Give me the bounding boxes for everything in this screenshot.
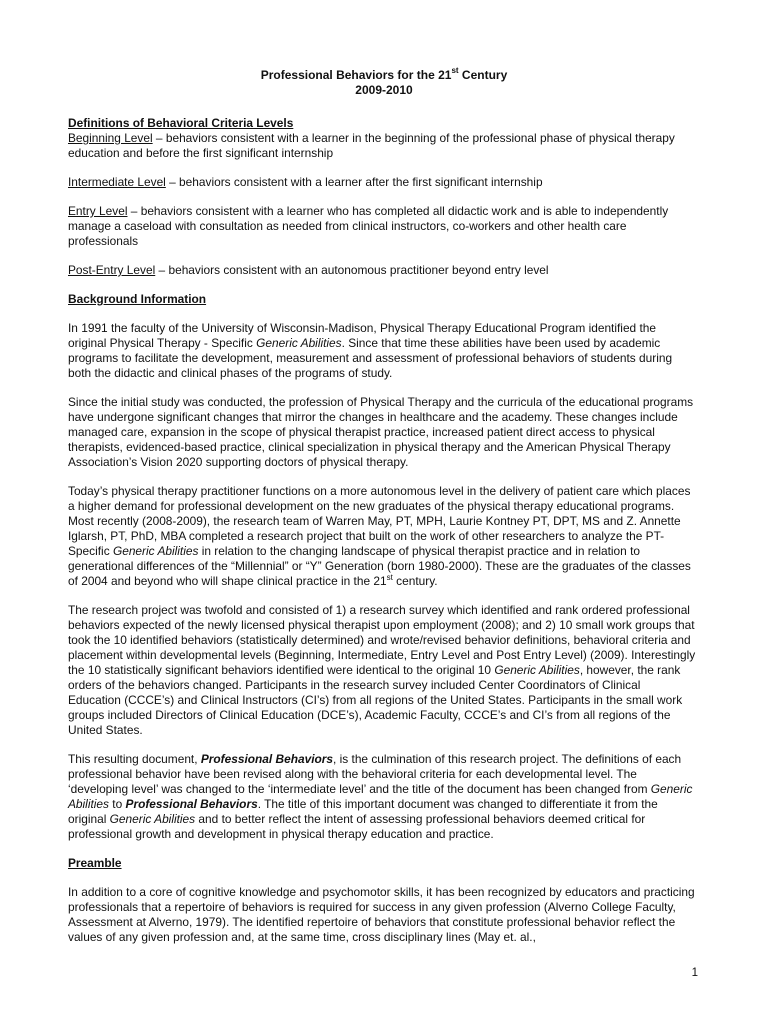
background-heading: Background Information <box>68 292 207 306</box>
preamble-heading: Preamble <box>68 856 122 870</box>
background-paragraph-4: The research project was twofold and consisted of 1) a research survey which identified and rank ordered professional behaviors expected of the newly licensed physical therapist upon employment (2008); and 2) 10 small work groups that took the 10 identified behaviors (statistically determined) and wrote/revised behavior definitions, behavioral criteria and placement within developmental levels (Beginning, Intermediate, Entry Level and Post Entry Level) (2009). Interestingly the 10 statistically significant behaviors identified were identical to the original 10 Generic Abilities, however, the rank orders of the behaviors changed. Participants in the research survey included Center Coordinators of Clinical Education (CCCE’s) and Clinical Instructors (CI’s) from all regions of the United States. Participants in the small work groups included Directors of Clinical Education (DCE’s), Academic Faculty, CCCE’s and CI’s from all regions of the United States. <box>68 603 696 737</box>
document-body <box>68 116 696 959</box>
background-paragraph-5: This resulting document, Professional Behaviors, is the culmination of this research project. The definitions of each professional behavior have been revised along with the behavioral criteria for each developmental level. The ‘developing level’ was changed to the ‘intermediate level’ and the title of the document has been changed from Generic Abilities to Professional Behaviors. The title of this important document was changed to differentiate it from the original Generic Abilities and to better reflect the intent of assessing professional behaviors deemed critical for professional growth and development in physical therapy education and practice. <box>68 752 693 841</box>
background-paragraph-3: Today’s physical therapy practitioner functions on a more autonomous level in the delivery of patient care which places a higher demand for professional development on the new graduates of the physical therapy educational programs. Most recently (2008-2009), the research team of Warren May, PT, MPH, Laurie Kontney PT, DPT, MS and Z. Annette Iglarsh, PT, PhD, MBA completed a research project that built on the work of other researchers to analyze the PT-Specific Generic Abilities in relation to the changing landscape of physical therapist practice and in relation to generational differences of the “Millennial” or “Y” Generation (born 1980-2000). These are the graduates of the classes of 2004 and beyond who will shape clinical practice in the 21st century. <box>68 484 691 588</box>
page-number: 1 <box>691 967 698 979</box>
definition-post-entry: Post-Entry Level – behaviors consistent with an autonomous practitioner beyond entry level <box>68 263 549 277</box>
definitions-heading: Definitions of Behavioral Criteria Levels <box>68 116 294 130</box>
definition-entry: Entry Level – behaviors consistent with a learner who has completed all didactic work and is able to independently manage a caseload with consultation as needed from clinical instructors, co-workers and other health care professionals <box>68 204 669 248</box>
definition-beginning: Beginning Level – behaviors consistent with a learner in the beginning of the professional phase of physical therapy education and before the first significant internship <box>68 131 675 160</box>
title-line-2: 2009-2010 <box>355 83 413 97</box>
title-line-1: Professional Behaviors for the 21st Century <box>260 66 508 82</box>
document-title <box>0 68 768 98</box>
preamble-paragraph-1: In addition to a core of cognitive knowledge and psychomotor skills, it has been recognized by educators and practicing professionals that a repertoire of behaviors is required for success in any given profession (Alverno College Faculty, Assessment at Alverno, 1979). The identified repertoire of behaviors that constitute professional behavior reflect the values of any given profession and, at the same time, cross disciplinary lines (May et. al., <box>68 885 695 944</box>
background-paragraph-1: In 1991 the faculty of the University of Wisconsin-Madison, Physical Therapy Educational Program identified the original Physical Therapy - Specific Generic Abilities. Since that time these abilities have been used by academic programs to facilitate the development, measurement and assessment of professional behaviors of students during both the didactic and clinical phases of the programs of study. <box>68 321 673 380</box>
definition-intermediate: Intermediate Level – behaviors consistent with a learner after the first significant internship <box>68 175 543 189</box>
background-paragraph-2: Since the initial study was conducted, the profession of Physical Therapy and the curricula of the educational programs have undergone significant changes that mirror the changes in healthcare and the academy. These changes include managed care, expansion in the scope of physical therapist practice, increased patient direct access to physical therapists, evidenced-based practice, clinical specialization in physical therapy and the American Physical Therapy Association’s Vision 2020 supporting doctors of physical therapy. <box>68 395 694 469</box>
